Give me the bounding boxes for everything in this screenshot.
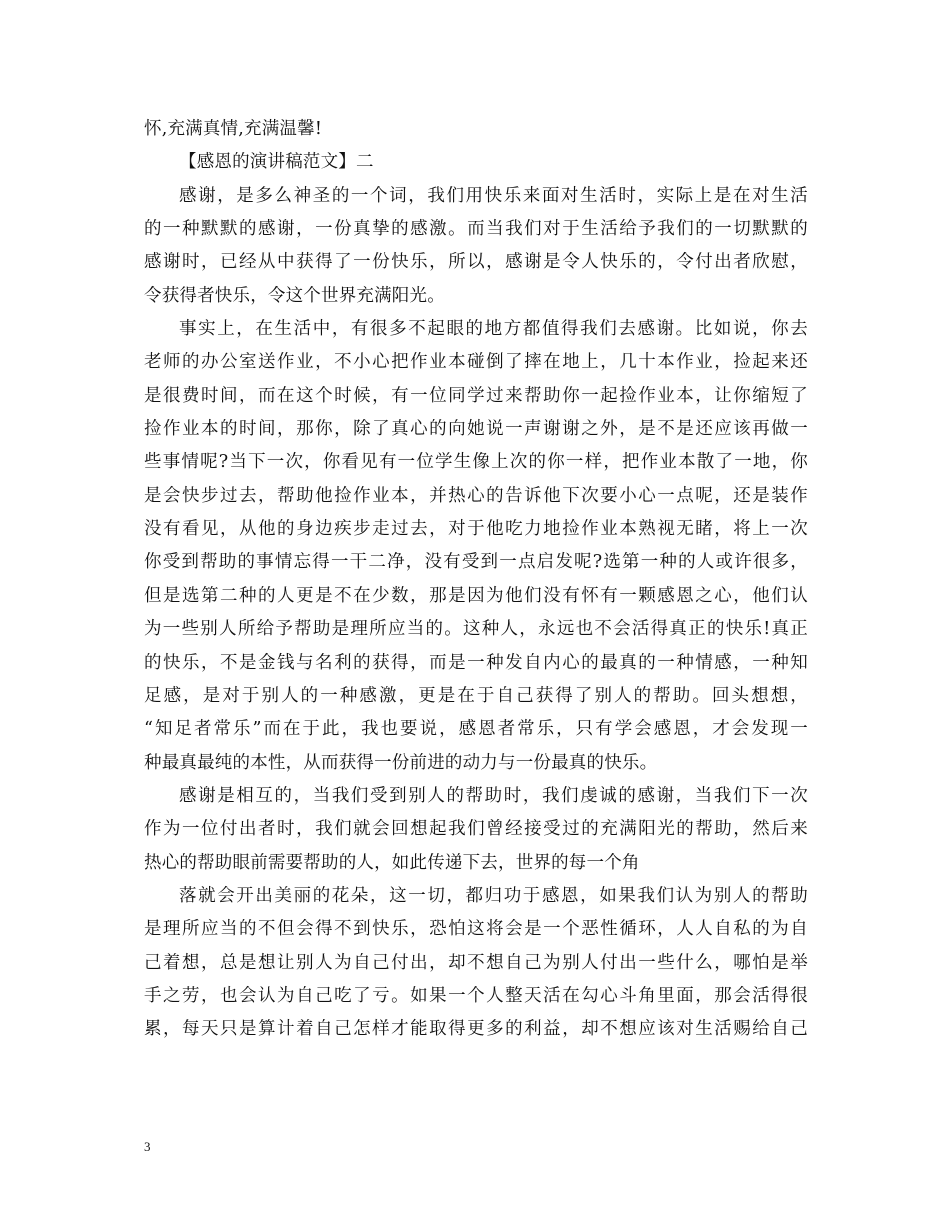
- text-line: 种最真最纯的本性，从而获得一份前进的动力与一份最真的快乐。: [144, 752, 658, 773]
- text-line: 感谢，是多么神圣的一个词，我们用快乐来面对生活时，实际上是在对生活: [179, 185, 808, 206]
- text-line: “知足者常乐”而在于此，我也要说，感恩者常乐，只有学会感恩，才会发现一: [144, 719, 808, 740]
- text-line: 感谢时，已经从中获得了一份快乐，所以，感谢是令人快乐的，令付出者欣慰，: [144, 252, 808, 273]
- text-line: 是会快步过去，帮助他捡作业本，并热心的告诉他下次要小心一点呢，还是装作: [144, 485, 808, 506]
- text-line: 令获得者快乐，令这个世界充满阳光。: [144, 285, 445, 306]
- text-line: 是理所应当的不但会得不到快乐，恐怕这将会是一个恶性循环，人人自私的为自: [144, 919, 808, 940]
- text-line: 是很费时间，而在这个时候，有一位同学过来帮助你一起捡作业本，让你缩短了: [144, 385, 808, 406]
- page-number: 3: [144, 1139, 151, 1154]
- text-line: 些事情呢?当下一次，你看见有一位学生像上次的你一样，把作业本散了一地，你: [144, 452, 808, 473]
- text-line: 为一些别人所给予帮助是理所应当的。这种人，永远也不会活得真正的快乐!真正: [144, 619, 808, 640]
- text-line: 捡作业本的时间，那你，除了真心的向她说一声谢谢之外，是不是还应该再做一: [144, 419, 808, 440]
- text-line: 感谢是相互的，当我们受到别人的帮助时，我们虔诚的感谢，当我们下一次: [179, 785, 808, 806]
- text-line: 事实上，在生活中，有很多不起眼的地方都值得我们去感谢。比如说，你去: [179, 319, 808, 340]
- text-line: 热心的帮助眼前需要帮助的人，如此传递下去，世界的每一个角: [144, 852, 640, 873]
- section-heading: 【感恩的演讲稿范文】二: [179, 152, 374, 173]
- text-line: 没有看见，从他的身边疾步走过去，对于他吃力地捡作业本熟视无睹，将上一次: [144, 519, 808, 540]
- text-line: 老师的办公室送作业，不小心把作业本碰倒了摔在地上，几十本作业，捡起来还: [144, 352, 808, 373]
- text-line: 作为一位付出者时，我们就会回想起我们曾经接受过的充满阳光的帮助，然后来: [144, 819, 808, 840]
- text-line: 落就会开出美丽的花朵，这一切，都归功于感恩，如果我们认为别人的帮助: [179, 885, 808, 906]
- document-body: [144, 113, 808, 1047]
- text-line: 累，每天只是算计着自己怎样才能取得更多的利益，却不想应该对生活赐给自己: [144, 1019, 808, 1040]
- text-line: 手之劳，也会认为自己吃了亏。如果一个人整天活在勾心斗角里面，那会活得很: [144, 985, 808, 1006]
- text-line: 的快乐，不是金钱与名利的获得，而是一种发自内心的最真的一种情感，一种知: [144, 652, 808, 673]
- text-line: 你受到帮助的事情忘得一干二净，没有受到一点启发呢?选第一种的人或许很多，: [144, 552, 808, 573]
- text-line: 但是选第二种的人更是不在少数，那是因为他们没有怀有一颗感恩之心，他们认: [144, 585, 808, 606]
- text-line: 己着想，总是想让别人为自己付出，却不想自己为别人付出一些什么，哪怕是举: [144, 952, 808, 973]
- text-line: 足感，是对于别人的一种感激，更是在于自己获得了别人的帮助。回头想想，: [144, 685, 808, 706]
- text-line: 怀,充满真情,充满温馨!: [144, 119, 323, 139]
- text-line: 的一种默默的感谢，一份真挚的感激。而当我们对于生活给予我们的一切默默的: [144, 219, 808, 240]
